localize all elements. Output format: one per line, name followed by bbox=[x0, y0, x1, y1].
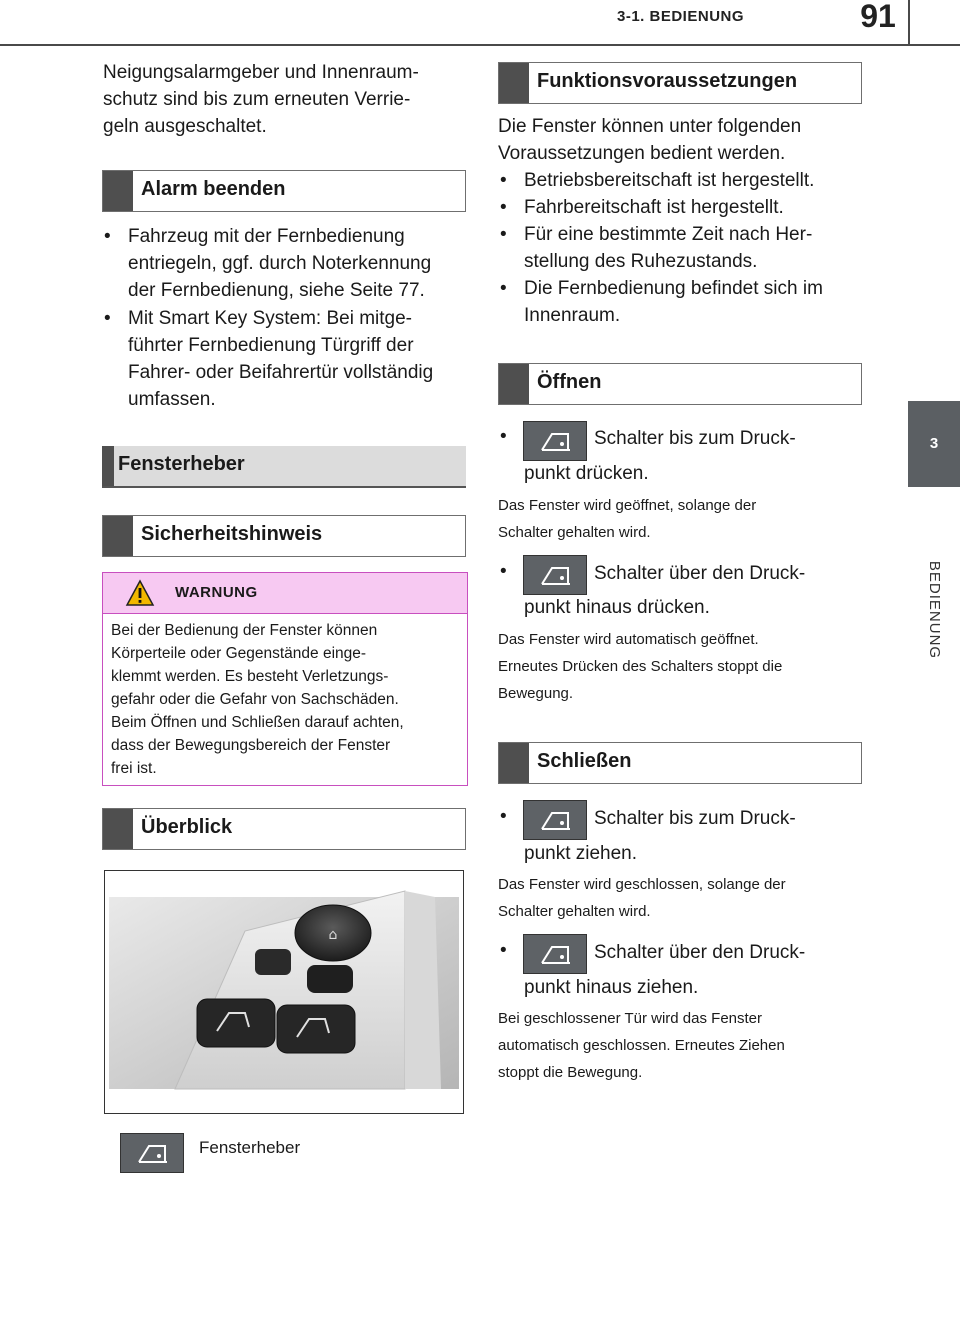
list-bullet: • bbox=[500, 561, 507, 582]
instruction-text: Schalter bis zum Druck- bbox=[594, 428, 796, 449]
chapter-label: BEDIENUNG bbox=[926, 560, 943, 660]
window-switch-icon bbox=[523, 555, 587, 595]
overview-photo bbox=[104, 870, 464, 1114]
warning-header: WARNUNG bbox=[103, 573, 467, 614]
instruction-text: Schalter über den Druck- bbox=[594, 942, 806, 963]
svg-text:⌂: ⌂ bbox=[328, 927, 338, 943]
instruction-text: punkt hinaus ziehen. bbox=[524, 977, 699, 998]
instruction-text: Schalter bis zum Druck- bbox=[594, 808, 796, 829]
note-text: Das Fenster wird geöffnet, solange der Schalter gehalten wird. bbox=[498, 497, 757, 541]
window-switch-icon bbox=[523, 800, 587, 840]
instruction-text: punkt ziehen. bbox=[524, 843, 638, 864]
heading-funktionsvoraussetzungen: Funktionsvoraussetzungen bbox=[498, 62, 862, 104]
header-divider bbox=[908, 0, 910, 46]
heading-alarm-beenden: Alarm beenden bbox=[102, 170, 466, 212]
window-switch-icon bbox=[523, 421, 587, 461]
warning-text: Bei der Bedienung der Fenster können Körperteile oder Gegenstände einge- klemmt werden. Es besteht Verletzungs- gefahr oder die Gefahr von Sachschäden. Beim Öffnen und Schließen darauf achten, dass der Bewegungsbereich der Fenster frei ist. bbox=[111, 622, 404, 777]
note-text: Bei geschlossener Tür wird das Fenster automatisch geschlossen. Erneutes Ziehen stoppt die Bewegung. bbox=[498, 1010, 785, 1081]
instruction-text: punkt hinaus drücken. bbox=[524, 597, 710, 618]
func-intro: Die Fenster können unter folgenden Voraussetzungen bedient werden. bbox=[498, 116, 802, 164]
note-text: Das Fenster wird automatisch geöffnet. Erneutes Drücken des Schalters stoppt die Bewegung. bbox=[498, 631, 783, 702]
window-switch-icon bbox=[120, 1133, 184, 1173]
warning-box bbox=[102, 572, 468, 786]
legend-label: Fensterheber bbox=[199, 1138, 301, 1157]
heading-sicherheitshinweis: Sicherheitshinweis bbox=[102, 515, 466, 557]
banner-fensterheber: Fensterheber bbox=[102, 446, 466, 488]
heading-ueberblick: Überblick bbox=[102, 808, 466, 850]
chapter-tab[interactable]: 3 bbox=[908, 401, 960, 487]
list-bullet: • bbox=[500, 426, 507, 447]
note-text: Das Fenster wird geschlossen, solange der Schalter gehalten wird. bbox=[498, 876, 786, 920]
window-switch-icon bbox=[523, 934, 587, 974]
header-rule bbox=[0, 44, 960, 46]
list-bullet: • bbox=[500, 806, 507, 827]
list-bullet: • bbox=[500, 940, 507, 961]
warning-triangle-icon bbox=[125, 579, 155, 607]
intro-paragraph: Neigungsalarmgeber und Innenraum- schutz sind bis zum erneuten Verrie- geln ausgeschaltet. bbox=[103, 62, 419, 137]
section-title: 3-1. BEDIENUNG bbox=[617, 8, 745, 25]
window-switch-panel-image bbox=[105, 871, 463, 1113]
instruction-text: Schalter über den Druck- bbox=[594, 563, 806, 584]
heading-schliessen: Schließen bbox=[498, 742, 862, 784]
page-number: 91 bbox=[860, 0, 896, 34]
instruction-text: punkt drücken. bbox=[524, 463, 649, 484]
heading-oeffnen: Öffnen bbox=[498, 363, 862, 405]
